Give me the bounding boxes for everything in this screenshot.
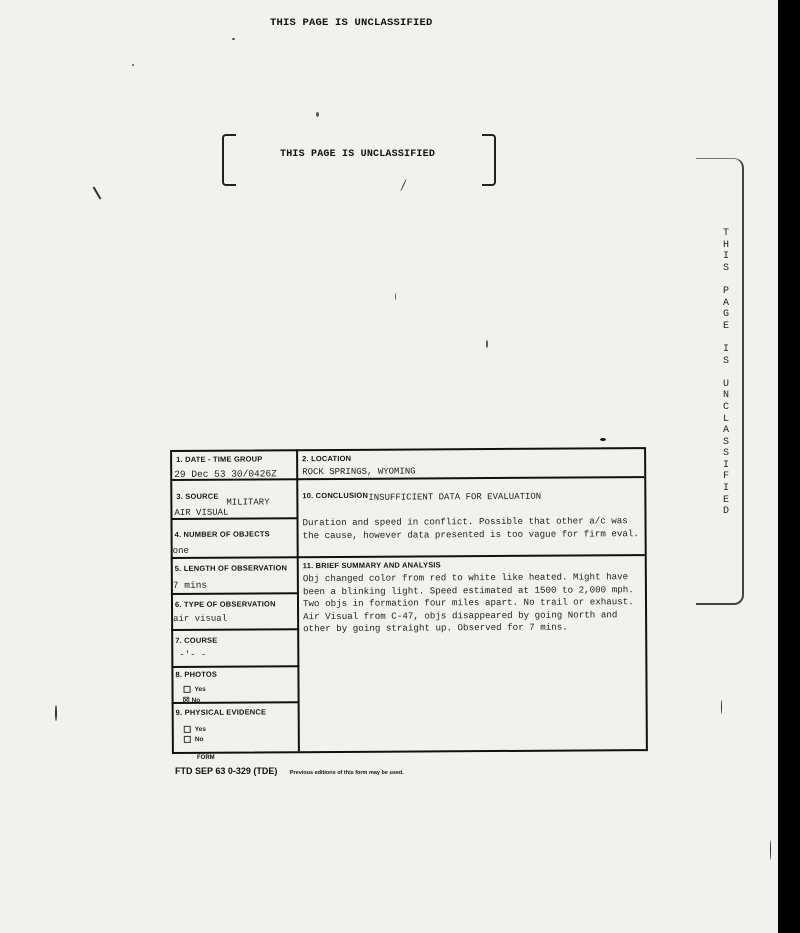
checkbox-icon <box>184 726 191 733</box>
brief-summary-line: Two objs in formation four miles apart. No trail or exhaust. <box>302 596 634 610</box>
side-notice-letter: T <box>722 228 729 239</box>
scan-speck <box>316 112 319 117</box>
side-notice-letter: S <box>722 448 729 460</box>
length-of-observation-value: 7 mins <box>172 579 208 591</box>
bracket-right <box>482 134 496 186</box>
date-time-group-label: 1. DATE - TIME GROUP <box>176 454 263 464</box>
scan-speck <box>232 38 235 40</box>
form-footer <box>175 755 404 779</box>
side-notice-letter: S <box>722 436 729 448</box>
brief-summary-line: Air Visual from C-47, objs disappeared by going North and <box>303 609 618 622</box>
source-value-line1: MILITARY <box>226 497 270 508</box>
type-of-observation-label: 6. TYPE OF OBSERVATION <box>174 599 276 609</box>
side-notice-letter <box>719 274 733 286</box>
side-notice-letter: I <box>722 251 729 263</box>
side-notice-letter: U <box>722 378 729 390</box>
conclusion-label: 10. CONCLUSION <box>302 490 369 501</box>
side-notice-letter: S <box>722 355 729 367</box>
side-notice-letter: I <box>722 483 729 495</box>
source-label: 3. SOURCE <box>176 491 219 501</box>
number-of-objects-label: 4. NUMBER OF OBJECTS <box>174 529 270 539</box>
side-notice-letter: E <box>722 494 729 506</box>
side-notice-letter: A <box>722 297 729 309</box>
scan-speck <box>486 340 488 348</box>
location-value: ROCK SPRINGS, WYOMING <box>302 466 416 478</box>
photos-no-label: No <box>191 697 201 705</box>
report-form <box>170 437 646 752</box>
conclusion-text <box>302 515 638 542</box>
classification-notice-top: THIS PAGE IS UNCLASSIFIED <box>270 17 433 29</box>
physical-evidence-yes-option <box>184 726 206 733</box>
photos-yes-label: Yes <box>194 686 206 694</box>
side-notice-letter: S <box>722 262 729 274</box>
scan-speck <box>55 705 57 721</box>
side-notice-letter: A <box>722 425 729 437</box>
physical-evidence-label: 9. PHYSICAL EVIDENCE <box>175 707 267 717</box>
course-value: -'- - <box>179 649 207 660</box>
photos-yes-option <box>184 686 206 693</box>
scan-speck <box>721 700 722 714</box>
form-note: Previous editions of this form may be used. <box>289 770 404 776</box>
form-id: FTD SEP 63 0-329 (TDE) <box>175 766 278 776</box>
side-notice-letter: H <box>722 239 729 251</box>
physical-evidence-no-option <box>184 736 204 743</box>
source-value-line2: AIR VISUAL <box>174 507 229 518</box>
side-notice-letter: C <box>722 401 729 413</box>
side-notice-letter: I <box>722 459 729 471</box>
conclusion-text-line: the cause, however data presented is too vague for firm eval. <box>302 527 639 541</box>
side-notice-letter: L <box>722 413 729 425</box>
checkbox-icon <box>184 736 191 743</box>
side-notice-letter: E <box>722 320 729 332</box>
bracket-left <box>222 134 236 186</box>
side-notice-letter: G <box>722 309 729 321</box>
conclusion-text-line: Duration and speed in conflict. Possible that other a/c was <box>302 515 628 529</box>
brief-summary-label: 11. BRIEF SUMMARY AND ANALYSIS <box>302 560 441 571</box>
side-notice-letter <box>719 332 733 344</box>
location-label: 2. LOCATION <box>302 453 352 464</box>
checkbox-icon <box>184 686 191 693</box>
form-word: FORM <box>197 755 215 761</box>
classification-notice-side <box>719 228 733 518</box>
photos-no-option <box>183 696 201 705</box>
checked-x-icon: ☒ <box>182 695 190 705</box>
side-notice-letter <box>719 367 733 379</box>
type-of-observation-value: air visual <box>173 613 228 624</box>
length-of-observation-label: 5. LENGTH OF OBSERVATION <box>174 563 288 573</box>
brief-summary-line: other by going straight up. Observed for 7 mins. <box>303 621 568 635</box>
side-notice-letter: D <box>722 506 729 518</box>
scan-speck <box>132 64 134 66</box>
side-notice-letter: P <box>722 285 729 297</box>
physical-evidence-no-label: No <box>194 736 204 744</box>
brief-summary-line: Obj changed color from red to white like heated. Might have <box>302 571 629 585</box>
physical-evidence-yes-label: Yes <box>194 726 207 734</box>
photos-label: 8. PHOTOS <box>175 669 218 679</box>
scan-speck <box>395 293 396 300</box>
conclusion-value: INSUFFICIENT DATA FOR EVALUATION <box>368 491 542 503</box>
date-time-group-value: 29 Dec 53 30/0426Z <box>174 468 277 480</box>
side-notice-letter: I <box>722 343 729 355</box>
classification-notice-boxed: THIS PAGE IS UNCLASSIFIED <box>280 149 436 160</box>
scan-speck <box>400 178 407 191</box>
number-of-objects-value: one <box>172 545 189 556</box>
scan-speck <box>770 840 771 860</box>
course-label: 7. COURSE <box>175 635 218 645</box>
scan-speck <box>93 186 102 199</box>
brief-summary-line: been a blinking light. Speed estimated at 1500 to 2,000 mph. <box>302 583 634 597</box>
side-notice-letter: F <box>722 471 729 483</box>
brief-summary-text <box>303 571 634 636</box>
side-notice-letter: N <box>722 390 729 402</box>
